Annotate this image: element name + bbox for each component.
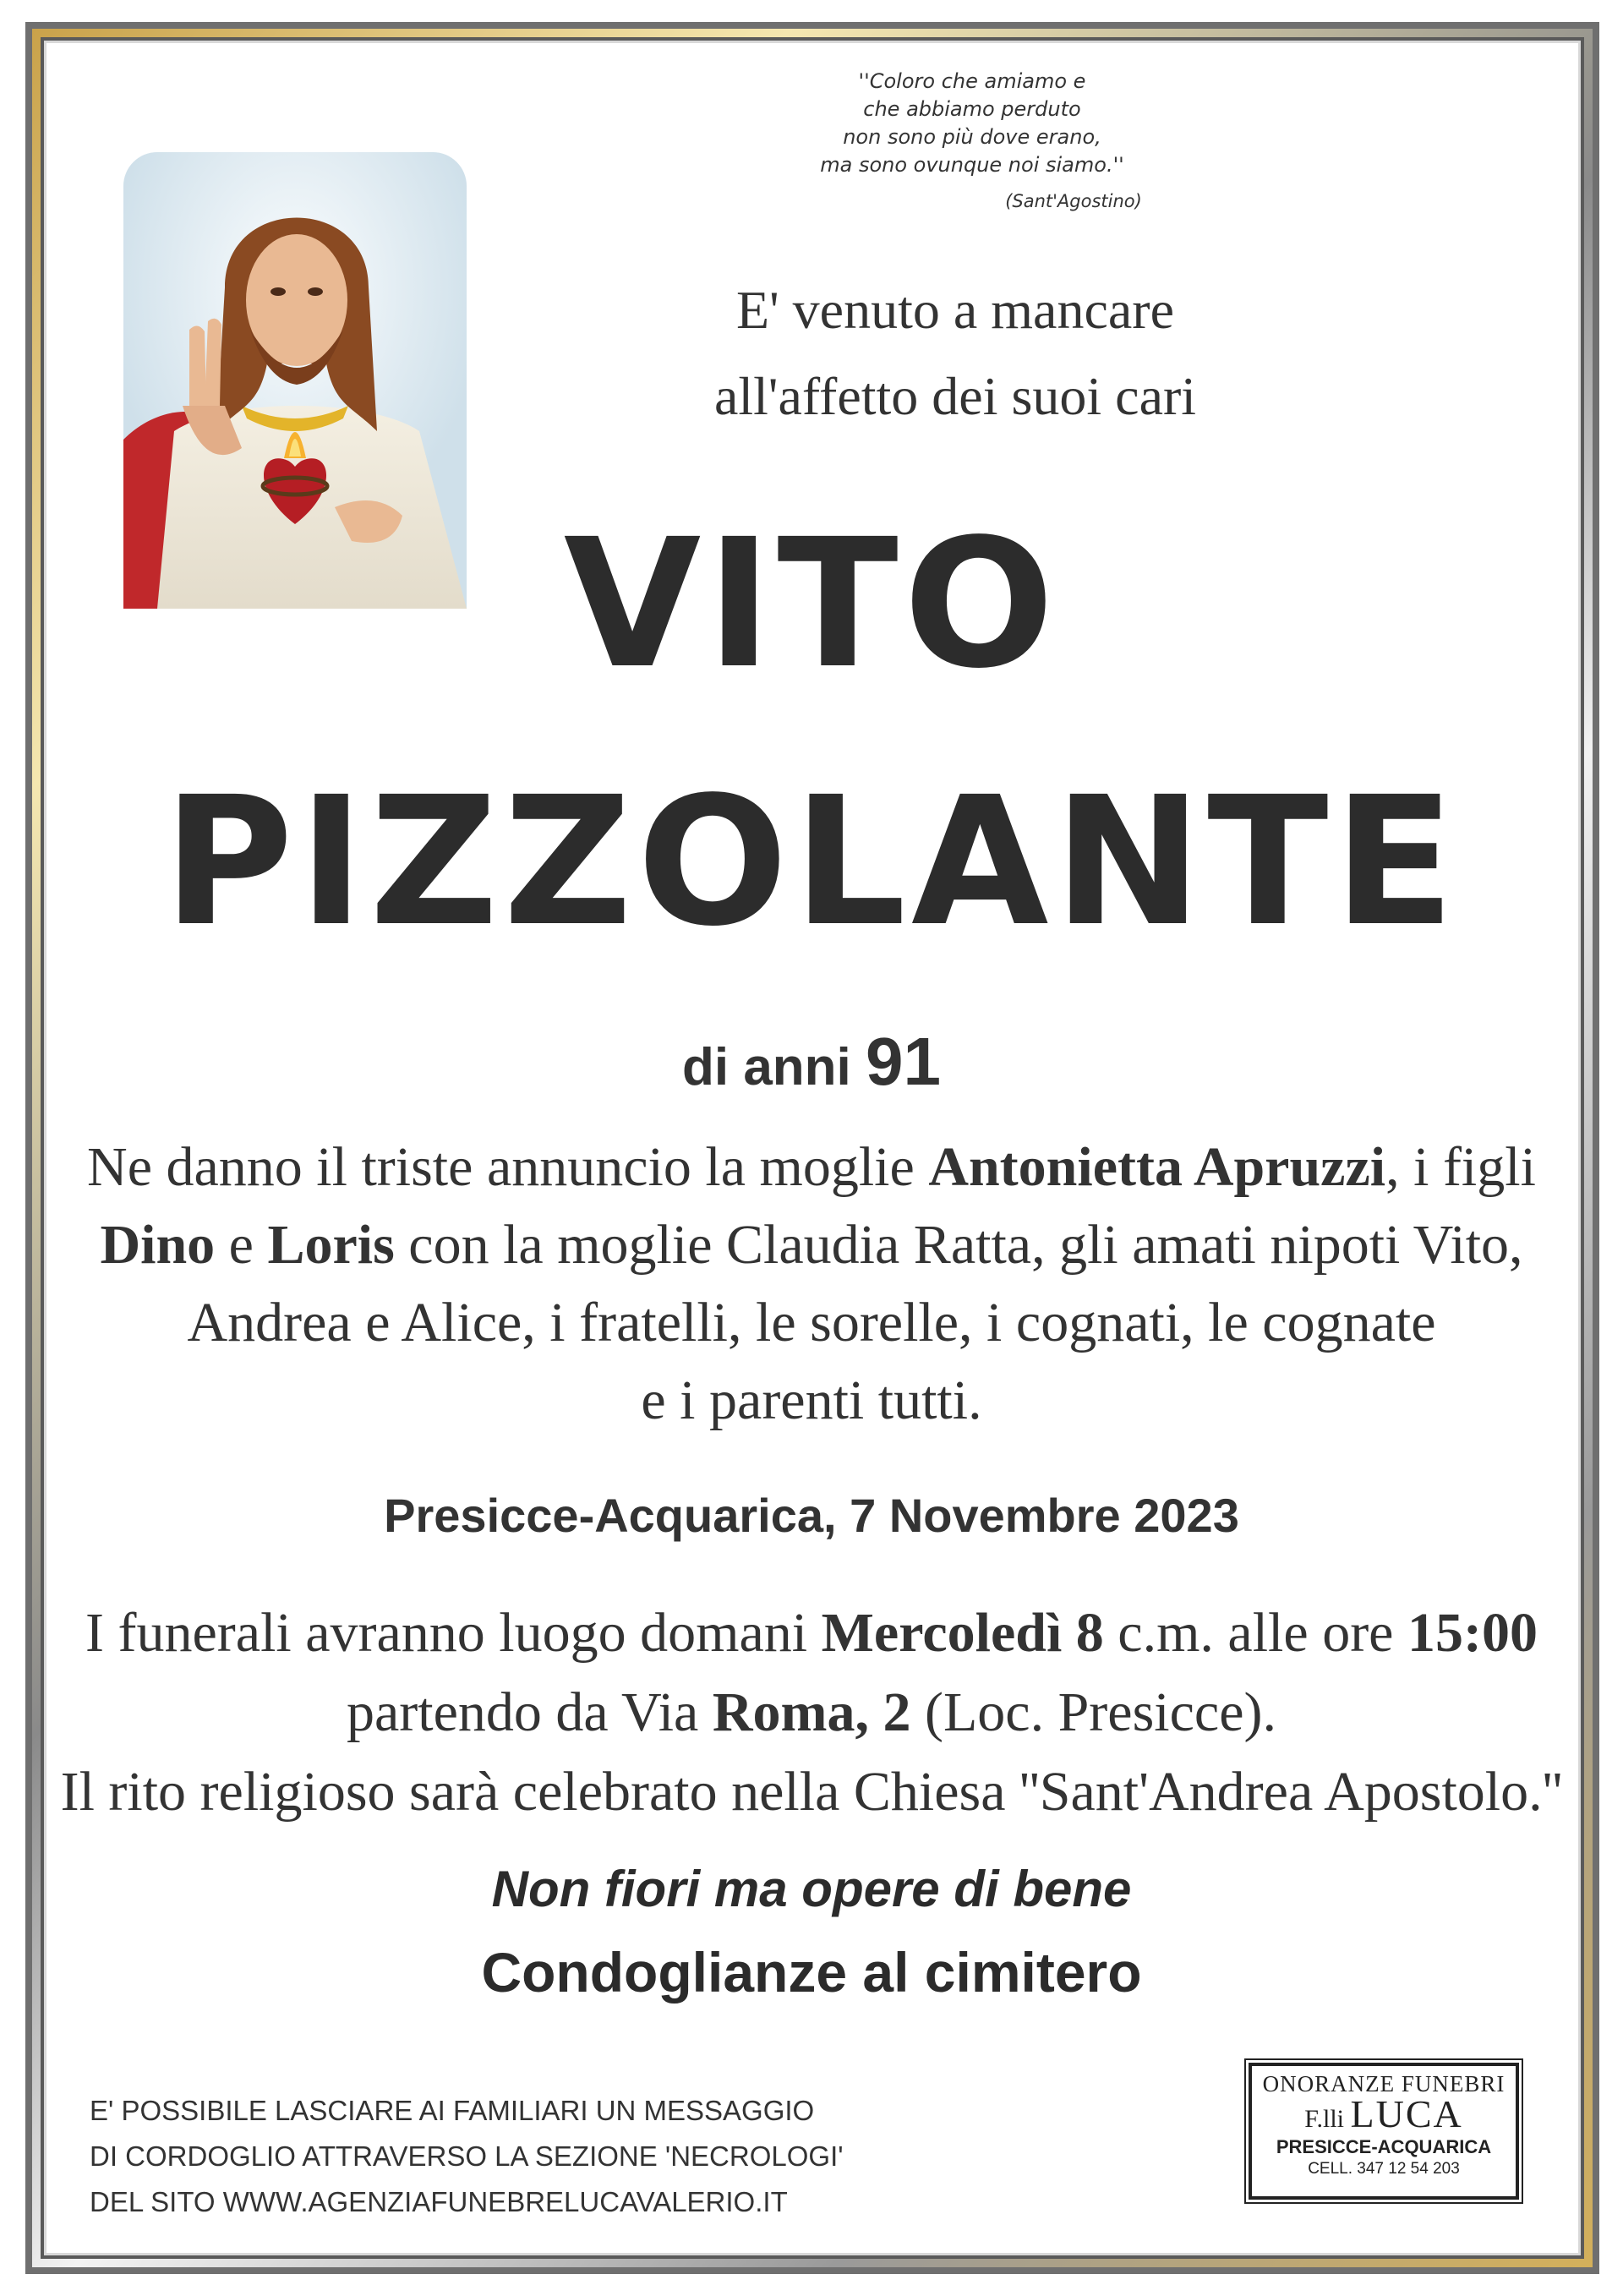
text: (Loc. Presicce). xyxy=(910,1681,1276,1743)
age-line xyxy=(558,1023,1065,1101)
funeral-home-logo xyxy=(1249,2063,1519,2200)
quote-author: (Sant'Agostino) xyxy=(1005,191,1142,211)
deceased-first-name: VITO xyxy=(563,500,1060,708)
footnote-line: E' POSSIBILE LASCIARE AI FAMILIARI UN MESSAGGIO xyxy=(90,2095,815,2126)
intro-text xyxy=(642,267,1268,440)
text: partendo da Via xyxy=(347,1681,713,1743)
no-flowers-note: Non fiori ma opere di bene xyxy=(491,1861,1132,1917)
announcement xyxy=(76,1129,1547,1440)
text: Ne danno il triste annuncio la moglie xyxy=(87,1136,929,1198)
son-name: Dino xyxy=(100,1214,216,1276)
logo-phone: CELL. 347 12 54 203 xyxy=(1308,2160,1460,2178)
wife-name: Antonietta Apruzzi xyxy=(928,1136,1386,1198)
quote-line: ma sono ovunque noi siamo.'' xyxy=(820,153,1124,177)
text: con la moglie Claudia Ratta, gli amati nipoti Vito, xyxy=(394,1214,1523,1276)
funeral-day-number: 8 xyxy=(1062,1602,1104,1664)
funeral-details xyxy=(51,1594,1572,1832)
son-name: Loris xyxy=(267,1214,395,1276)
announcement-line xyxy=(76,1206,1547,1284)
funeral-line xyxy=(51,1673,1572,1752)
logo-prefix: F.lli xyxy=(1304,2105,1351,2133)
condolences-note: Condoglianze al cimitero xyxy=(481,1941,1142,2004)
deceased-last-name: PIZZOLANTE xyxy=(163,758,1460,965)
logo-brand: LUCA xyxy=(1350,2092,1463,2135)
announcement-line xyxy=(76,1129,1547,1206)
website-footnote xyxy=(90,2088,850,2225)
intro-line: all'affetto dei suoi cari xyxy=(713,366,1197,426)
footnote-line: DEL SITO WWW.AGENZIAFUNEBRELUCAVALERIO.IT xyxy=(90,2186,788,2217)
logo-brand-line xyxy=(1252,2092,1516,2136)
funeral-line xyxy=(51,1594,1572,1673)
quote-line: che abbiamo perduto xyxy=(863,97,1081,121)
place-date: Presicce-Acquarica, 7 Novembre 2023 xyxy=(384,1489,1239,1542)
text: c.m. alle ore xyxy=(1103,1602,1407,1664)
quote-line: non sono più dove erano, xyxy=(843,125,1101,149)
funeral-address: Roma, 2 xyxy=(712,1681,911,1743)
intro-line: E' venuto a mancare xyxy=(736,280,1174,340)
quote-line: ''Coloro che amiamo e xyxy=(858,69,1086,93)
funeral-line: Il rito religioso sarà celebrato nella Chiesa ''Sant'Andrea Apostolo.'' xyxy=(60,1761,1563,1823)
age-prefix: di anni xyxy=(682,1038,851,1096)
text: I funerali avranno luogo domani xyxy=(85,1602,822,1664)
logo-place: PRESICCE-ACQUARICA xyxy=(1276,2136,1492,2157)
text: , i figli xyxy=(1385,1136,1536,1198)
age-value: 91 xyxy=(866,1024,941,1099)
funeral-time: 15:00 xyxy=(1407,1602,1538,1664)
funeral-day: Mercoledì xyxy=(821,1602,1063,1664)
announcement-line: Andrea e Alice, i fratelli, le sorelle, i cognati, le cognate xyxy=(187,1292,1436,1353)
logo-title: ONORANZE FUNEBRI xyxy=(1262,2071,1506,2096)
text: e xyxy=(215,1214,268,1276)
quote xyxy=(727,68,1217,179)
footnote-line: DI CORDOGLIO ATTRAVERSO LA SEZIONE 'NECROLOGI' xyxy=(90,2140,844,2172)
announcement-line: e i parenti tutti. xyxy=(641,1369,982,1431)
